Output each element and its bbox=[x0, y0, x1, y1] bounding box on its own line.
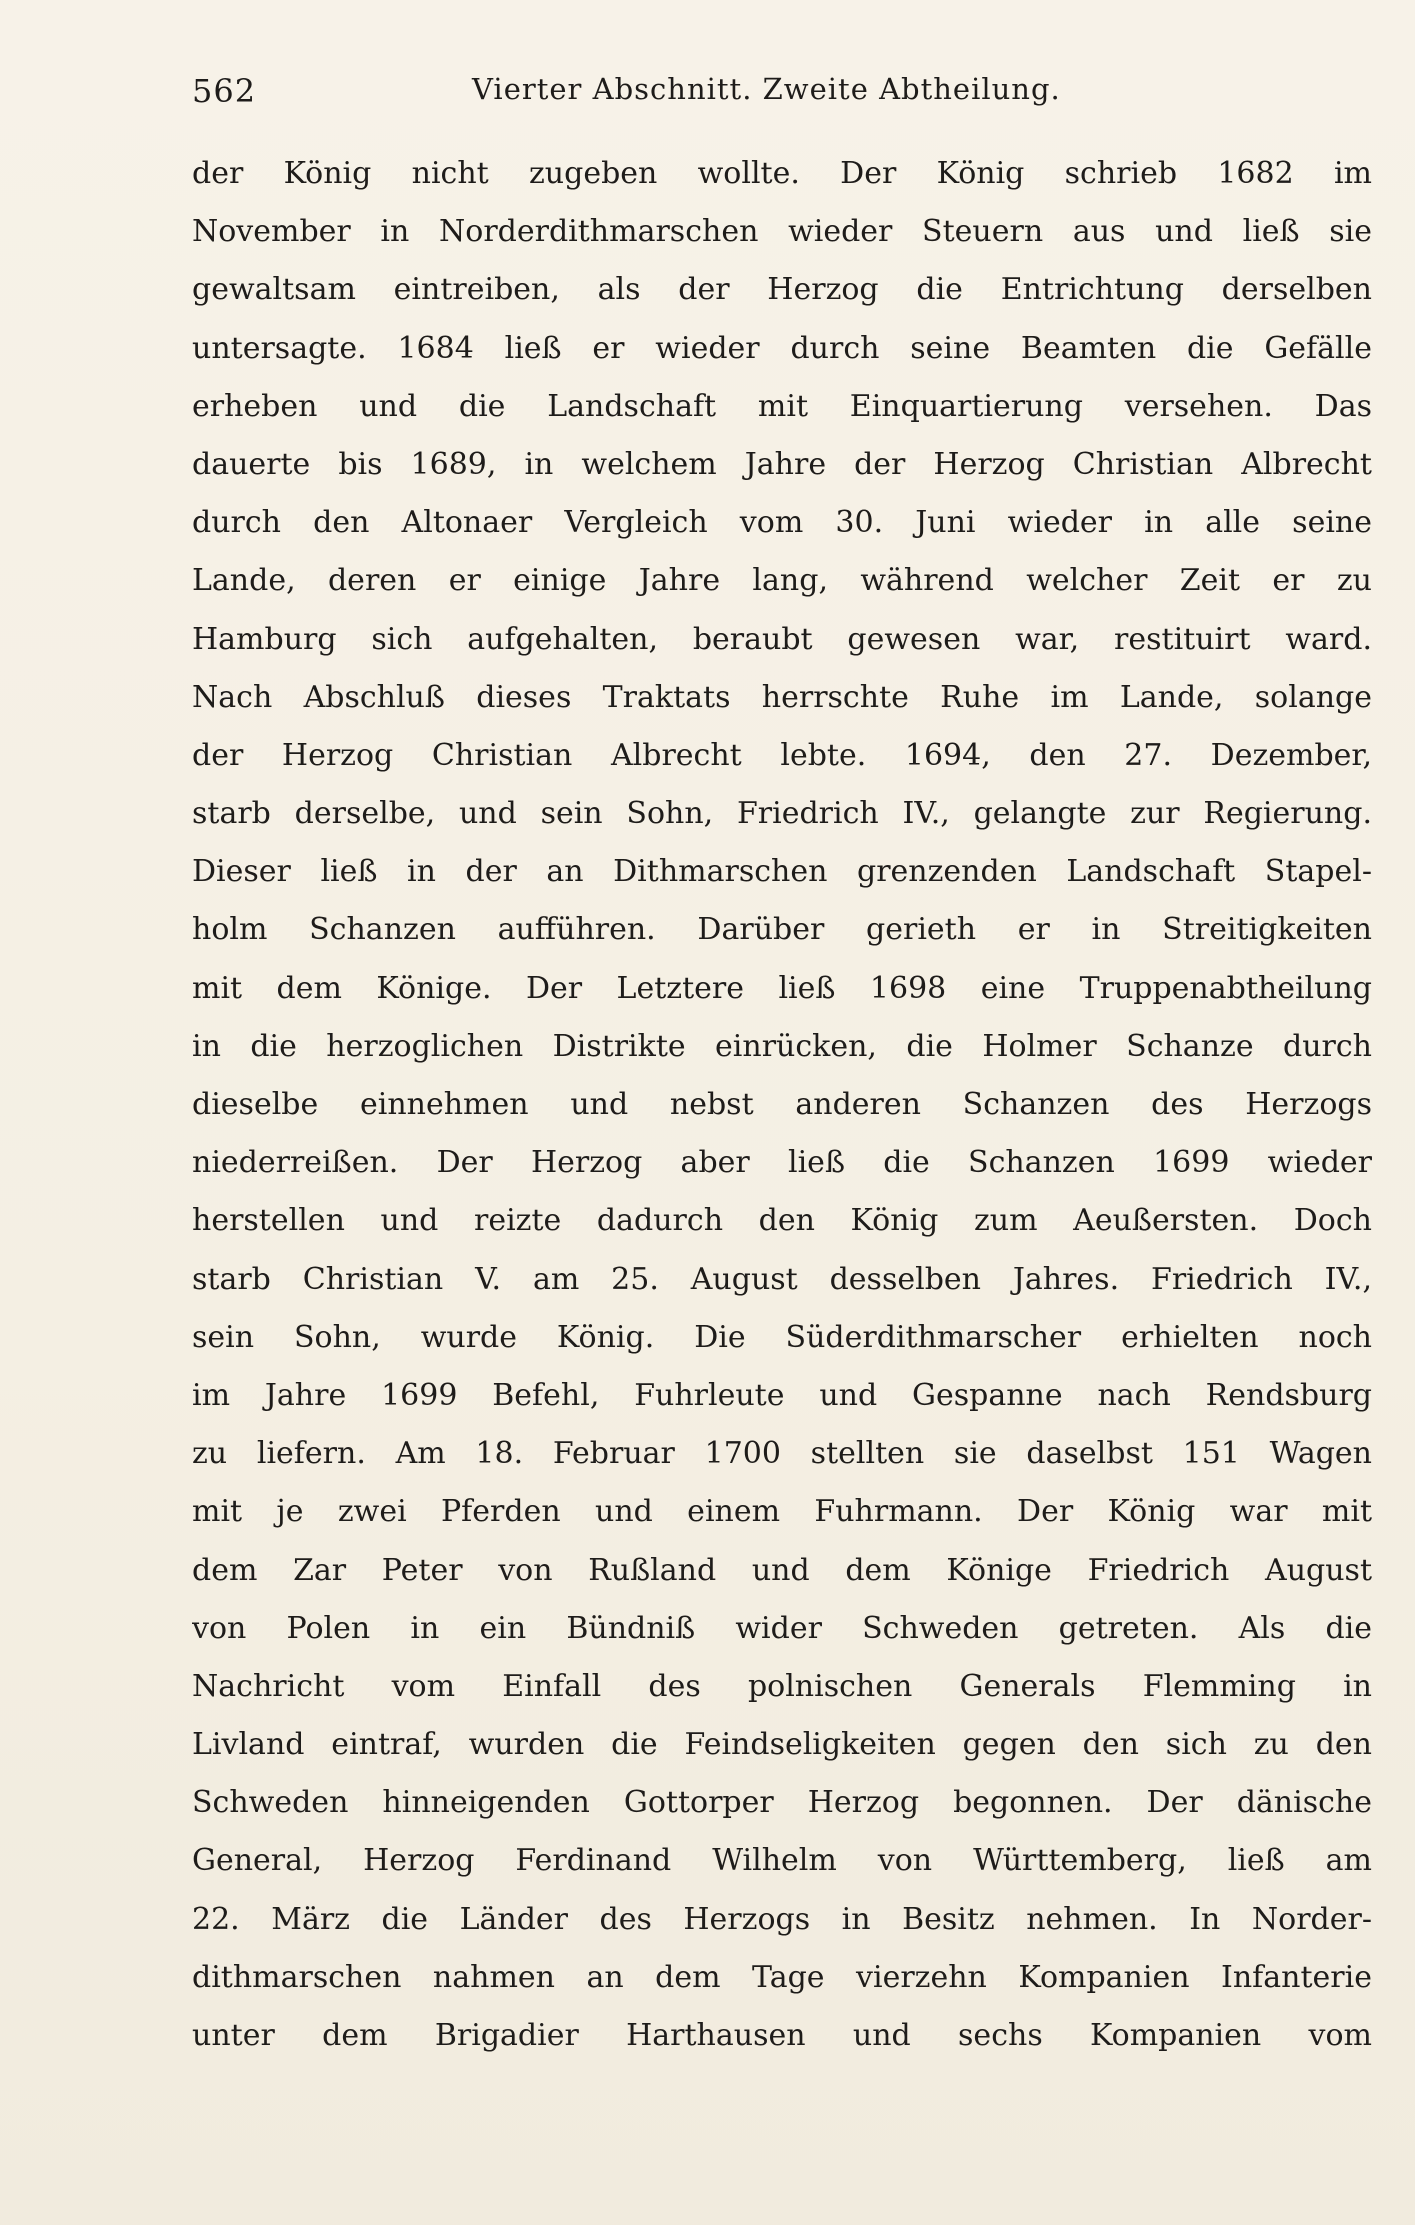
text-line: Schweden hinneigenden Gottorper Herzog begonnen. Der dänische bbox=[192, 1785, 1372, 1821]
text-line: Nachricht vom Einfall des polnischen Generals Flemming in bbox=[192, 1668, 1372, 1704]
text-line: gewaltsam eintreiben, als der Herzog die Entrichtung derselben bbox=[192, 272, 1372, 308]
text-line: starb derselbe, und sein Sohn, Friedrich IV., gelangte zur Regierung. bbox=[192, 796, 1372, 832]
text-line: in die herzoglichen Distrikte einrücken, die Holmer Schanze durch bbox=[192, 1028, 1372, 1064]
text-line: erheben und die Landschaft mit Einquartierung versehen. Das bbox=[192, 388, 1372, 424]
text-line: der Herzog Christian Albrecht lebte. 1694, den 27. Dezember, bbox=[192, 737, 1372, 773]
text-line: Hamburg sich aufgehalten, beraubt gewesen war, restituirt ward. bbox=[192, 621, 1372, 657]
text-line: durch den Altonaer Vergleich vom 30. Juni wieder in alle seine bbox=[192, 505, 1372, 541]
text-line: General, Herzog Ferdinand Wilhelm von Württemberg, ließ am bbox=[192, 1843, 1372, 1879]
text-line: untersagte. 1684 ließ er wieder durch seine Beamten die Gefälle bbox=[192, 330, 1372, 366]
text-line: Nach Abschluß dieses Traktats herrschte Ruhe im Lande, solange bbox=[192, 679, 1372, 715]
text-line: dieselbe einnehmen und nebst anderen Schanzen des Herzogs bbox=[192, 1087, 1372, 1122]
text-line: November in Norderdithmarschen wieder Steuern aus und ließ sie bbox=[192, 214, 1372, 250]
text-line: dithmarschen nahmen an dem Tage vierzehn Kompanien Infanterie bbox=[192, 1959, 1372, 1995]
text-line: mit dem Könige. Der Letztere ließ 1698 eine Truppenabtheilung bbox=[192, 970, 1372, 1006]
text-line: holm Schanzen aufführen. Darüber gerieth er in Streitigkeiten bbox=[192, 912, 1372, 948]
text-line: Dieser ließ in der an Dithmarschen grenzenden Landschaft Stapel- bbox=[192, 854, 1372, 890]
text-line: starb Christian V. am 25. August desselben Jahres. Friedrich IV., bbox=[192, 1261, 1372, 1297]
text-line: im Jahre 1699 Befehl, Fuhrleute und Gespanne nach Rendsburg bbox=[192, 1377, 1372, 1413]
text-line: von Polen in ein Bündniß wider Schweden getreten. Als die bbox=[192, 1610, 1372, 1646]
text-line: Livland eintraf, wurden die Feindseligkeiten gegen den sich zu den bbox=[192, 1727, 1372, 1763]
text-line: der König nicht zugeben wollte. Der König schrieb 1682 im bbox=[192, 156, 1372, 191]
text-line: herstellen und reizte dadurch den König zum Aeußersten. Doch bbox=[192, 1203, 1372, 1239]
text-line: sein Sohn, wurde König. Die Süderdithmarscher erhielten noch bbox=[192, 1319, 1372, 1355]
text-line: niederreißen. Der Herzog aber ließ die Schanzen 1699 wieder bbox=[192, 1145, 1372, 1181]
text-line: zu liefern. Am 18. Februar 1700 stellten sie daselbst 151 Wagen bbox=[192, 1436, 1372, 1472]
text-line: mit je zwei Pferden und einem Fuhrmann. Der König war mit bbox=[192, 1494, 1372, 1530]
body-text bbox=[192, 145, 1372, 2065]
page-header bbox=[192, 62, 1252, 112]
text-line: Lande, deren er einige Jahre lang, während welcher Zeit er zu bbox=[192, 563, 1372, 599]
text-line: unter dem Brigadier Harthausen und sechs Kompanien vom bbox=[192, 2018, 1372, 2053]
text-line: 22. März die Länder des Herzogs in Besitz nehmen. In Norder- bbox=[192, 1901, 1372, 1937]
text-line: dem Zar Peter von Rußland und dem Könige Friedrich August bbox=[192, 1552, 1372, 1588]
text-line: dauerte bis 1689, in welchem Jahre der Herzog Christian Albrecht bbox=[192, 446, 1372, 482]
running-head: Vierter Abschnitt. Zweite Abtheilung. bbox=[472, 72, 1061, 106]
page-number: 562 bbox=[192, 72, 257, 110]
